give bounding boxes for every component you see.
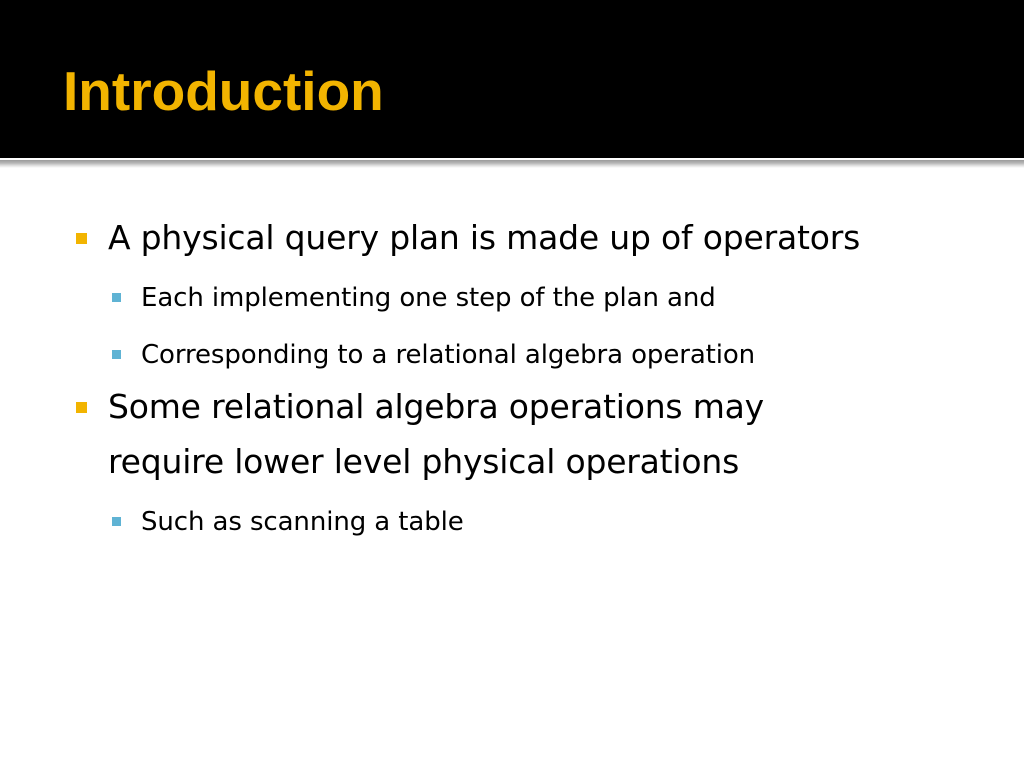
small-square-bullet-icon [112, 293, 121, 302]
subbullet-item-2-1 [141, 502, 464, 542]
bullet-text-2-line-1: Some relational algebra operations may [108, 387, 764, 426]
bullet-item-1 [108, 211, 860, 265]
subbullet-item-1-2 [141, 335, 755, 375]
bullet-text-2-line-2: require lower level physical operations [108, 442, 740, 481]
bullet-item-2 [108, 380, 764, 434]
bullet-text-1: A physical query plan is made up of operators [108, 218, 861, 257]
slide-title: Introduction [63, 60, 384, 122]
square-bullet-icon [76, 402, 87, 413]
bullet-item-2-continuation [108, 435, 739, 489]
square-bullet-icon [76, 233, 87, 244]
small-square-bullet-icon [112, 350, 121, 359]
subbullet-item-1-1 [141, 278, 716, 318]
subbullet-text-2-1: Such as scanning a table [141, 507, 464, 537]
subbullet-text-1-2: Corresponding to a relational algebra operation [141, 340, 756, 370]
small-square-bullet-icon [112, 517, 121, 526]
subbullet-text-1-1: Each implementing one step of the plan and [141, 283, 716, 313]
